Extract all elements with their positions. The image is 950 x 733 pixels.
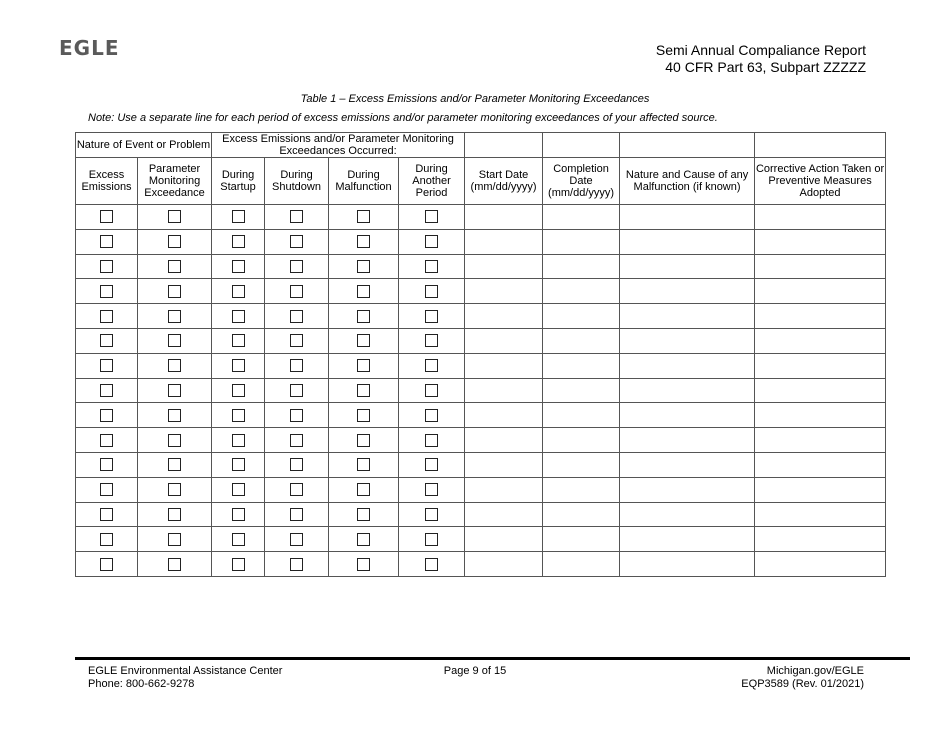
- checkbox-cell: [399, 378, 465, 403]
- input-cell-start-date[interactable]: [465, 403, 543, 428]
- input-cell-nature-cause[interactable]: [620, 304, 755, 329]
- input-cell-corrective-action[interactable]: [755, 527, 886, 552]
- checkbox-cell: [265, 428, 329, 453]
- checkbox-cell: [399, 279, 465, 304]
- checkbox-during-shutdown[interactable]: [290, 285, 303, 298]
- col-header-during-shutdown: During Shutdown: [265, 158, 329, 205]
- input-cell-start-date[interactable]: [465, 477, 543, 502]
- input-cell-start-date[interactable]: [465, 527, 543, 552]
- checkbox-cell: [212, 229, 265, 254]
- checkbox-during-shutdown[interactable]: [290, 334, 303, 347]
- checkbox-cell: [76, 378, 138, 403]
- checkbox-during-shutdown[interactable]: [290, 235, 303, 248]
- input-cell-start-date[interactable]: [465, 452, 543, 477]
- checkbox-during-malfunction[interactable]: [357, 260, 370, 273]
- checkbox-cell: [76, 477, 138, 502]
- col-header-during-another-period: During Another Period: [399, 158, 465, 205]
- checkbox-during-shutdown[interactable]: [290, 458, 303, 471]
- checkbox-during-another-period[interactable]: [425, 533, 438, 546]
- report-title-line1: Semi Annual Compaliance Report: [655, 42, 866, 58]
- table-row: [76, 452, 886, 477]
- checkbox-cell: [329, 552, 399, 577]
- report-title-line2: 40 CFR Part 63, Subpart ZZZZZ: [665, 59, 866, 75]
- checkbox-cell: [399, 205, 465, 230]
- checkbox-during-shutdown[interactable]: [290, 533, 303, 546]
- input-cell-start-date[interactable]: [465, 229, 543, 254]
- input-cell-corrective-action[interactable]: [755, 378, 886, 403]
- checkbox-parameter-monitoring[interactable]: [168, 285, 181, 298]
- input-cell-completion-date[interactable]: [543, 552, 620, 577]
- checkbox-cell: [265, 527, 329, 552]
- checkbox-cell: [399, 428, 465, 453]
- checkbox-cell: [212, 403, 265, 428]
- checkbox-cell: [399, 254, 465, 279]
- input-cell-completion-date[interactable]: [543, 378, 620, 403]
- checkbox-cell: [212, 502, 265, 527]
- checkbox-during-malfunction[interactable]: [357, 409, 370, 422]
- checkbox-during-startup[interactable]: [232, 235, 245, 248]
- checkbox-cell: [138, 552, 212, 577]
- input-cell-completion-date[interactable]: [543, 279, 620, 304]
- checkbox-cell: [265, 378, 329, 403]
- checkbox-cell: [212, 254, 265, 279]
- checkbox-cell: [76, 254, 138, 279]
- checkbox-parameter-monitoring[interactable]: [168, 483, 181, 496]
- footer-phone: Phone: 800-662-9278: [88, 678, 195, 690]
- checkbox-during-startup[interactable]: [232, 533, 245, 546]
- checkbox-parameter-monitoring[interactable]: [168, 434, 181, 447]
- footer-org: EGLE Environmental Assistance Center: [88, 665, 283, 677]
- checkbox-cell: [329, 378, 399, 403]
- checkbox-cell: [329, 502, 399, 527]
- table-row: [76, 527, 886, 552]
- checkbox-excess-emissions[interactable]: [100, 359, 113, 372]
- checkbox-cell: [138, 304, 212, 329]
- checkbox-during-startup[interactable]: [232, 260, 245, 273]
- checkbox-during-shutdown[interactable]: [290, 260, 303, 273]
- input-cell-completion-date[interactable]: [543, 328, 620, 353]
- checkbox-cell: [138, 477, 212, 502]
- col-header-completion-date: Completion Date (mm/dd/yyyy): [543, 158, 620, 205]
- input-cell-completion-date[interactable]: [543, 205, 620, 230]
- checkbox-cell: [138, 279, 212, 304]
- checkbox-cell: [212, 279, 265, 304]
- checkbox-parameter-monitoring[interactable]: [168, 235, 181, 248]
- group-header-blank: [755, 133, 886, 158]
- input-cell-nature-cause[interactable]: [620, 428, 755, 453]
- input-cell-corrective-action[interactable]: [755, 328, 886, 353]
- input-cell-corrective-action[interactable]: [755, 428, 886, 453]
- checkbox-during-startup[interactable]: [232, 210, 245, 223]
- input-cell-corrective-action[interactable]: [755, 304, 886, 329]
- checkbox-cell: [212, 304, 265, 329]
- input-cell-completion-date[interactable]: [543, 502, 620, 527]
- table-row: [76, 205, 886, 230]
- input-cell-corrective-action[interactable]: [755, 552, 886, 577]
- table-body: [76, 205, 886, 577]
- checkbox-cell: [329, 428, 399, 453]
- checkbox-during-another-period[interactable]: [425, 508, 438, 521]
- checkbox-during-startup[interactable]: [232, 558, 245, 571]
- checkbox-parameter-monitoring[interactable]: [168, 409, 181, 422]
- checkbox-cell: [138, 353, 212, 378]
- table-row: [76, 353, 886, 378]
- col-header-nature-cause: Nature and Cause of any Malfunction (if known): [620, 158, 755, 205]
- input-cell-nature-cause[interactable]: [620, 254, 755, 279]
- checkbox-during-another-period[interactable]: [425, 235, 438, 248]
- checkbox-during-another-period[interactable]: [425, 434, 438, 447]
- input-cell-corrective-action[interactable]: [755, 254, 886, 279]
- group-header-nature: Nature of Event or Problem: [76, 133, 212, 158]
- checkbox-cell: [265, 304, 329, 329]
- checkbox-cell: [138, 205, 212, 230]
- checkbox-excess-emissions[interactable]: [100, 483, 113, 496]
- checkbox-cell: [265, 502, 329, 527]
- checkbox-during-startup[interactable]: [232, 285, 245, 298]
- checkbox-cell: [138, 428, 212, 453]
- table-row: [76, 229, 886, 254]
- checkbox-during-shutdown[interactable]: [290, 359, 303, 372]
- input-cell-corrective-action[interactable]: [755, 229, 886, 254]
- checkbox-during-malfunction[interactable]: [357, 508, 370, 521]
- checkbox-cell: [265, 254, 329, 279]
- group-header-exceedances: Excess Emissions and/or Parameter Monitoring Exceedances Occurred:: [212, 133, 465, 158]
- checkbox-during-startup[interactable]: [232, 310, 245, 323]
- checkbox-cell: [138, 527, 212, 552]
- checkbox-cell: [76, 527, 138, 552]
- report-title: [656, 42, 866, 76]
- checkbox-parameter-monitoring[interactable]: [168, 334, 181, 347]
- checkbox-cell: [329, 353, 399, 378]
- checkbox-excess-emissions[interactable]: [100, 508, 113, 521]
- col-header-during-malfunction: During Malfunction: [329, 158, 399, 205]
- input-cell-completion-date[interactable]: [543, 452, 620, 477]
- checkbox-excess-emissions[interactable]: [100, 235, 113, 248]
- checkbox-excess-emissions[interactable]: [100, 533, 113, 546]
- checkbox-excess-emissions[interactable]: [100, 434, 113, 447]
- table-row: [76, 552, 886, 577]
- checkbox-during-startup[interactable]: [232, 384, 245, 397]
- checkbox-during-shutdown[interactable]: [290, 210, 303, 223]
- checkbox-excess-emissions[interactable]: [100, 384, 113, 397]
- input-cell-start-date[interactable]: [465, 304, 543, 329]
- input-cell-corrective-action[interactable]: [755, 403, 886, 428]
- input-cell-nature-cause[interactable]: [620, 452, 755, 477]
- checkbox-cell: [212, 552, 265, 577]
- checkbox-during-another-period[interactable]: [425, 334, 438, 347]
- checkbox-cell: [329, 254, 399, 279]
- checkbox-during-startup[interactable]: [232, 458, 245, 471]
- checkbox-cell: [212, 428, 265, 453]
- checkbox-cell: [138, 254, 212, 279]
- checkbox-parameter-monitoring[interactable]: [168, 533, 181, 546]
- input-cell-nature-cause[interactable]: [620, 527, 755, 552]
- footer-form-id: EQP3589 (Rev. 01/2021): [741, 678, 864, 690]
- input-cell-nature-cause[interactable]: [620, 328, 755, 353]
- checkbox-cell: [399, 527, 465, 552]
- table-row: [76, 428, 886, 453]
- input-cell-completion-date[interactable]: [543, 229, 620, 254]
- checkbox-excess-emissions[interactable]: [100, 285, 113, 298]
- checkbox-parameter-monitoring[interactable]: [168, 210, 181, 223]
- col-header-start-date: Start Date (mm/dd/yyyy): [465, 158, 543, 205]
- checkbox-cell: [76, 502, 138, 527]
- checkbox-cell: [138, 452, 212, 477]
- checkbox-during-another-period[interactable]: [425, 409, 438, 422]
- input-cell-start-date[interactable]: [465, 254, 543, 279]
- input-cell-nature-cause[interactable]: [620, 552, 755, 577]
- checkbox-cell: [265, 552, 329, 577]
- input-cell-start-date[interactable]: [465, 279, 543, 304]
- checkbox-cell: [399, 229, 465, 254]
- col-header-excess-emissions: Excess Emissions: [76, 158, 138, 205]
- checkbox-cell: [138, 502, 212, 527]
- checkbox-excess-emissions[interactable]: [100, 558, 113, 571]
- checkbox-during-shutdown[interactable]: [290, 483, 303, 496]
- checkbox-cell: [138, 328, 212, 353]
- checkbox-during-another-period[interactable]: [425, 210, 438, 223]
- checkbox-cell: [329, 205, 399, 230]
- checkbox-during-another-period[interactable]: [425, 458, 438, 471]
- checkbox-cell: [399, 452, 465, 477]
- input-cell-start-date[interactable]: [465, 205, 543, 230]
- checkbox-during-shutdown[interactable]: [290, 310, 303, 323]
- checkbox-during-shutdown[interactable]: [290, 558, 303, 571]
- footer-page-number: Page 9 of 15: [443, 665, 507, 677]
- checkbox-cell: [399, 304, 465, 329]
- checkbox-excess-emissions[interactable]: [100, 260, 113, 273]
- checkbox-during-malfunction[interactable]: [357, 310, 370, 323]
- checkbox-parameter-monitoring[interactable]: [168, 458, 181, 471]
- input-cell-completion-date[interactable]: [543, 254, 620, 279]
- input-cell-corrective-action[interactable]: [755, 205, 886, 230]
- checkbox-cell: [212, 452, 265, 477]
- input-cell-start-date[interactable]: [465, 378, 543, 403]
- input-cell-corrective-action[interactable]: [755, 279, 886, 304]
- group-header-blank: [465, 133, 543, 158]
- checkbox-during-startup[interactable]: [232, 434, 245, 447]
- checkbox-cell: [265, 353, 329, 378]
- checkbox-cell: [329, 328, 399, 353]
- input-cell-completion-date[interactable]: [543, 477, 620, 502]
- checkbox-during-malfunction[interactable]: [357, 384, 370, 397]
- checkbox-during-another-period[interactable]: [425, 483, 438, 496]
- checkbox-cell: [265, 205, 329, 230]
- table-row: [76, 279, 886, 304]
- checkbox-during-malfunction[interactable]: [357, 483, 370, 496]
- checkbox-excess-emissions[interactable]: [100, 334, 113, 347]
- input-cell-start-date[interactable]: [465, 428, 543, 453]
- checkbox-cell: [265, 229, 329, 254]
- checkbox-cell: [138, 378, 212, 403]
- checkbox-parameter-monitoring[interactable]: [168, 558, 181, 571]
- checkbox-cell: [265, 477, 329, 502]
- checkbox-during-startup[interactable]: [232, 334, 245, 347]
- checkbox-during-malfunction[interactable]: [357, 235, 370, 248]
- checkbox-cell: [76, 428, 138, 453]
- checkbox-cell: [212, 378, 265, 403]
- input-cell-nature-cause[interactable]: [620, 229, 755, 254]
- table-row: [76, 254, 886, 279]
- checkbox-cell: [76, 279, 138, 304]
- checkbox-cell: [329, 304, 399, 329]
- checkbox-cell: [212, 205, 265, 230]
- footer-right: [741, 665, 864, 691]
- group-header-blank: [543, 133, 620, 158]
- group-header-blank: [620, 133, 755, 158]
- checkbox-excess-emissions[interactable]: [100, 210, 113, 223]
- checkbox-during-another-period[interactable]: [425, 384, 438, 397]
- checkbox-cell: [212, 353, 265, 378]
- input-cell-completion-date[interactable]: [543, 403, 620, 428]
- input-cell-nature-cause[interactable]: [620, 502, 755, 527]
- checkbox-parameter-monitoring[interactable]: [168, 359, 181, 372]
- checkbox-cell: [76, 552, 138, 577]
- checkbox-cell: [265, 328, 329, 353]
- checkbox-cell: [76, 452, 138, 477]
- table-row: [76, 477, 886, 502]
- col-header-parameter-monitoring: Parameter Monitoring Exceedance: [138, 158, 212, 205]
- input-cell-nature-cause[interactable]: [620, 378, 755, 403]
- checkbox-parameter-monitoring[interactable]: [168, 384, 181, 397]
- table-row: [76, 403, 886, 428]
- checkbox-during-shutdown[interactable]: [290, 409, 303, 422]
- input-cell-nature-cause[interactable]: [620, 279, 755, 304]
- checkbox-cell: [329, 452, 399, 477]
- input-cell-corrective-action[interactable]: [755, 477, 886, 502]
- checkbox-cell: [399, 502, 465, 527]
- checkbox-during-shutdown[interactable]: [290, 384, 303, 397]
- checkbox-excess-emissions[interactable]: [100, 310, 113, 323]
- checkbox-cell: [399, 353, 465, 378]
- checkbox-during-malfunction[interactable]: [357, 533, 370, 546]
- checkbox-cell: [76, 403, 138, 428]
- checkbox-cell: [329, 527, 399, 552]
- table-note: Note: Use a separate line for each period of excess emissions and/or parameter monitoring exceedances of your affected source.: [88, 112, 718, 124]
- input-cell-completion-date[interactable]: [543, 353, 620, 378]
- table-row: [76, 304, 886, 329]
- checkbox-parameter-monitoring[interactable]: [168, 310, 181, 323]
- checkbox-during-another-period[interactable]: [425, 285, 438, 298]
- checkbox-during-shutdown[interactable]: [290, 434, 303, 447]
- checkbox-cell: [76, 229, 138, 254]
- input-cell-corrective-action[interactable]: [755, 502, 886, 527]
- input-cell-nature-cause[interactable]: [620, 477, 755, 502]
- checkbox-cell: [329, 403, 399, 428]
- checkbox-cell: [399, 403, 465, 428]
- checkbox-cell: [399, 552, 465, 577]
- checkbox-during-shutdown[interactable]: [290, 508, 303, 521]
- checkbox-during-another-period[interactable]: [425, 558, 438, 571]
- checkbox-during-startup[interactable]: [232, 409, 245, 422]
- checkbox-during-malfunction[interactable]: [357, 458, 370, 471]
- checkbox-cell: [212, 477, 265, 502]
- table-row: [76, 328, 886, 353]
- input-cell-completion-date[interactable]: [543, 304, 620, 329]
- checkbox-during-malfunction[interactable]: [357, 285, 370, 298]
- footer-website: Michigan.gov/EGLE: [766, 665, 864, 677]
- checkbox-during-startup[interactable]: [232, 359, 245, 372]
- input-cell-completion-date[interactable]: [543, 428, 620, 453]
- checkbox-cell: [138, 403, 212, 428]
- input-cell-corrective-action[interactable]: [755, 452, 886, 477]
- input-cell-nature-cause[interactable]: [620, 205, 755, 230]
- checkbox-during-malfunction[interactable]: [357, 210, 370, 223]
- table-caption: Table 1 – Excess Emissions and/or Parameter Monitoring Exceedances: [300, 93, 650, 105]
- input-cell-corrective-action[interactable]: [755, 353, 886, 378]
- input-cell-start-date[interactable]: [465, 353, 543, 378]
- checkbox-cell: [212, 328, 265, 353]
- checkbox-during-malfunction[interactable]: [357, 558, 370, 571]
- checkbox-cell: [76, 205, 138, 230]
- checkbox-cell: [76, 304, 138, 329]
- checkbox-during-another-period[interactable]: [425, 359, 438, 372]
- table-row: [76, 378, 886, 403]
- table-row: [76, 502, 886, 527]
- input-cell-start-date[interactable]: [465, 502, 543, 527]
- checkbox-cell: [399, 477, 465, 502]
- checkbox-during-malfunction[interactable]: [357, 334, 370, 347]
- checkbox-during-another-period[interactable]: [425, 310, 438, 323]
- input-cell-start-date[interactable]: [465, 552, 543, 577]
- checkbox-cell: [329, 279, 399, 304]
- checkbox-parameter-monitoring[interactable]: [168, 260, 181, 273]
- checkbox-excess-emissions[interactable]: [100, 409, 113, 422]
- exceedances-table: [75, 132, 886, 577]
- input-cell-nature-cause[interactable]: [620, 403, 755, 428]
- col-header-corrective-action: Corrective Action Taken or Preventive Measures Adopted: [755, 158, 886, 205]
- checkbox-during-malfunction[interactable]: [357, 359, 370, 372]
- checkbox-cell: [212, 527, 265, 552]
- input-cell-completion-date[interactable]: [543, 527, 620, 552]
- input-cell-nature-cause[interactable]: [620, 353, 755, 378]
- footer-divider: [75, 657, 910, 660]
- checkbox-cell: [329, 229, 399, 254]
- checkbox-cell: [138, 229, 212, 254]
- checkbox-parameter-monitoring[interactable]: [168, 508, 181, 521]
- checkbox-during-another-period[interactable]: [425, 260, 438, 273]
- checkbox-during-malfunction[interactable]: [357, 434, 370, 447]
- egle-logo: EGLE: [59, 36, 120, 60]
- checkbox-cell: [265, 279, 329, 304]
- checkbox-cell: [399, 328, 465, 353]
- checkbox-cell: [329, 477, 399, 502]
- checkbox-cell: [76, 328, 138, 353]
- checkbox-cell: [265, 403, 329, 428]
- checkbox-during-startup[interactable]: [232, 483, 245, 496]
- checkbox-excess-emissions[interactable]: [100, 458, 113, 471]
- input-cell-start-date[interactable]: [465, 328, 543, 353]
- checkbox-cell: [76, 353, 138, 378]
- checkbox-cell: [265, 452, 329, 477]
- col-header-during-startup: During Startup: [212, 158, 265, 205]
- checkbox-during-startup[interactable]: [232, 508, 245, 521]
